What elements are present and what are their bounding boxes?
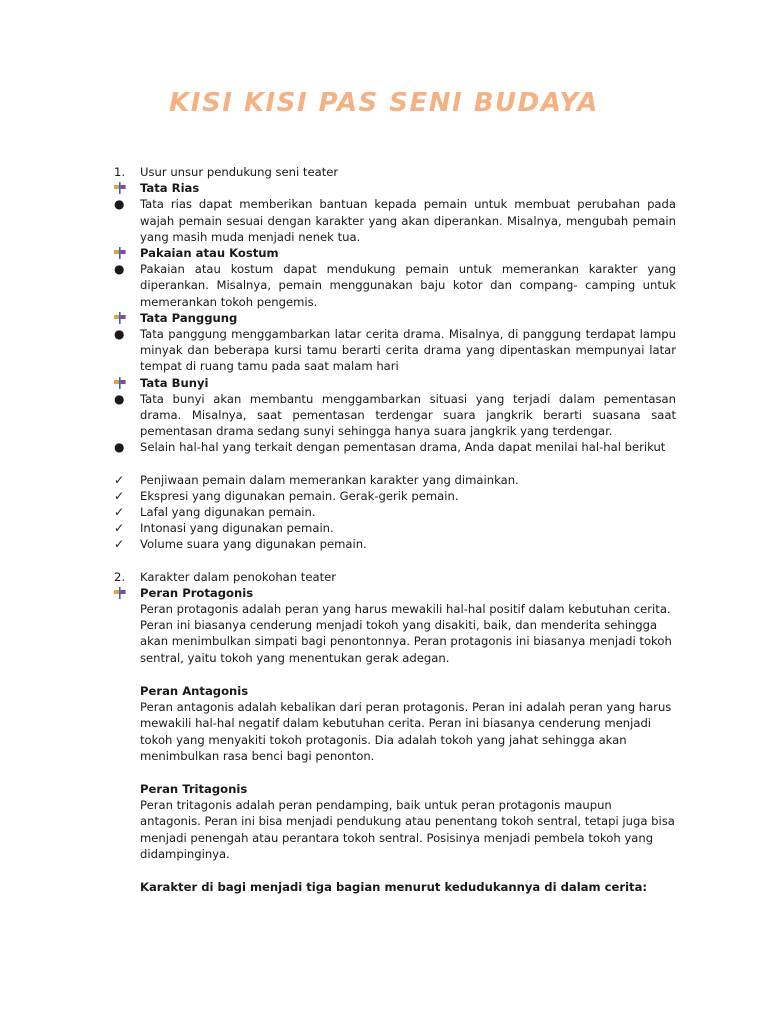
checklist-item: [114, 488, 676, 504]
document-title: KISI KISI PAS SENI BUDAYA: [169, 88, 599, 118]
item-tata-rias: [114, 180, 676, 196]
item-title: Tata Panggung: [140, 310, 238, 325]
role-title-tritagonis: Peran Tritagonis: [140, 781, 248, 796]
item-text: Pakaian atau kostum dapat mendukung pemain untuk memerankan karakter yang diperankan. Misalnya, pemain menggunakan baju kotor dan compang- camping untuk memerankan tokoh pengemis.: [140, 262, 676, 309]
bullet-dot-icon: ●: [114, 391, 125, 406]
item-title: Pakaian atau Kostum: [140, 246, 279, 261]
checklist-item: [114, 504, 676, 520]
section-heading: Usur unsur pendukung seni teater: [140, 165, 339, 179]
item-tata-bunyi: [114, 375, 676, 391]
role-title-antagonis: Peran Antagonis: [140, 683, 249, 698]
document-body: [114, 164, 676, 895]
checkmark-icon: ✓: [114, 521, 125, 536]
closing-statement: Karakter di bagi menjadi tiga bagian menurut kedudukannya di dalam cerita:: [140, 879, 648, 894]
checklist-text: Volume suara yang digunakan pemain.: [140, 537, 367, 552]
flag-bullet-icon: [114, 375, 134, 391]
bullet-dot-icon: ●: [114, 440, 125, 455]
checklist-item: [114, 536, 676, 552]
item-text: Tata panggung menggambarkan latar cerita drama. Misalnya, di panggung terdapat lampu minyak dan beberapa kursi tamu berarti cerita drama yang dipentaskan mempunyai latar tempat di ruang tamu pada saat malam hari: [140, 327, 676, 374]
checklist-item: [114, 472, 676, 488]
bullet-dot-icon: ●: [114, 262, 125, 277]
extra-bullet-text: Selain hal-hal yang terkait dengan pementasan drama, Anda dapat menilai hal-hal berikut: [140, 440, 666, 455]
item-description: [114, 196, 676, 245]
section-number: 1.: [114, 165, 126, 179]
flag-bullet-icon: [114, 310, 134, 326]
item-text: Tata rias dapat memberikan bantuan kepada pemain untuk membuat perubahan pada wajah pemain sesuai dengan karakter yang akan diperankan. Misalnya, mengubah pemain yang masih muda menjadi nenek tua.: [140, 197, 676, 244]
extra-bullet: [114, 439, 676, 455]
flag-bullet-icon: [114, 585, 134, 601]
item-title: Tata Rias: [140, 181, 200, 196]
bullet-dot-icon: ●: [114, 197, 125, 212]
flag-bullet-icon: [114, 180, 134, 196]
item-tata-panggung: [114, 310, 676, 326]
item-description: [114, 391, 676, 440]
checklist-text: Ekspresi yang digunakan pemain. Gerak-gerik pemain.: [140, 488, 459, 503]
section-number: 2.: [114, 569, 126, 584]
role-description: Peran antagonis adalah kebalikan dari peran protagonis. Peran ini adalah peran yang harus mewakili hal-hal negatif dalam kebutuhan cerita. Peran ini biasanya cenderung menjadi tokoh yang menyakiti tokoh protagonis. Dia adalah tokoh yang jahat sehingga akan menimbulkan rasa benci bagi penonton.: [140, 700, 672, 763]
item-description: [114, 326, 676, 375]
checklist-text: Intonasi yang digunakan pemain.: [140, 521, 334, 536]
item-text: Tata bunyi akan membantu menggambarkan situasi yang terjadi dalam pementasan drama. Misalnya, saat pementasan terdengar suara jangkrik berarti suasana saat pementasan drama sedang sunyi sehingga hanya suara jangkrik yang terdengar.: [140, 391, 676, 439]
section-heading: Karakter dalam penokohan teater: [140, 569, 337, 584]
section-1-heading: [114, 164, 676, 180]
item-description: [114, 261, 676, 310]
checkmark-icon: ✓: [114, 505, 125, 520]
flag-bullet-icon: [114, 245, 134, 261]
checklist-item: [114, 520, 676, 536]
item-pakaian: [114, 245, 676, 261]
checkmark-icon: ✓: [114, 488, 125, 503]
checklist-text: Lafal yang digunakan pemain.: [140, 505, 316, 520]
checkmark-icon: ✓: [114, 472, 125, 487]
item-title: Tata Bunyi: [140, 375, 209, 390]
role-description: Peran protagonis adalah peran yang harus mewakili hal-hal positif dalam kebutuhan cerita. Peran ini biasanya cenderung menjadi tokoh yang disakiti, baik, dan menderita sehingga akan menimbulkan simpati bagi penontonnya. Peran protagonis ini biasanya menjadi tokoh sentral, yaitu tokoh yang menentukan gerak adegan.: [140, 602, 672, 665]
checklist-text: Penjiwaan pemain dalam memerankan karakter yang dimainkan.: [140, 472, 519, 487]
role-title: Peran Protagonis: [140, 585, 254, 600]
role-description: Peran tritagonis adalah peran pendamping, baik untuk peran protagonis maupun antagonis. Peran ini bisa menjadi pendukung atau penentang tokoh sentral, tetapi juga bisa menjadi penengah atau perantara tokoh sentral. Posisinya menjadi pembela tokoh yang didampinginya.: [140, 798, 675, 861]
checkmark-icon: ✓: [114, 537, 125, 552]
section-2-heading: [114, 569, 676, 585]
bullet-dot-icon: ●: [114, 327, 125, 342]
role-protagonis: [114, 585, 676, 601]
